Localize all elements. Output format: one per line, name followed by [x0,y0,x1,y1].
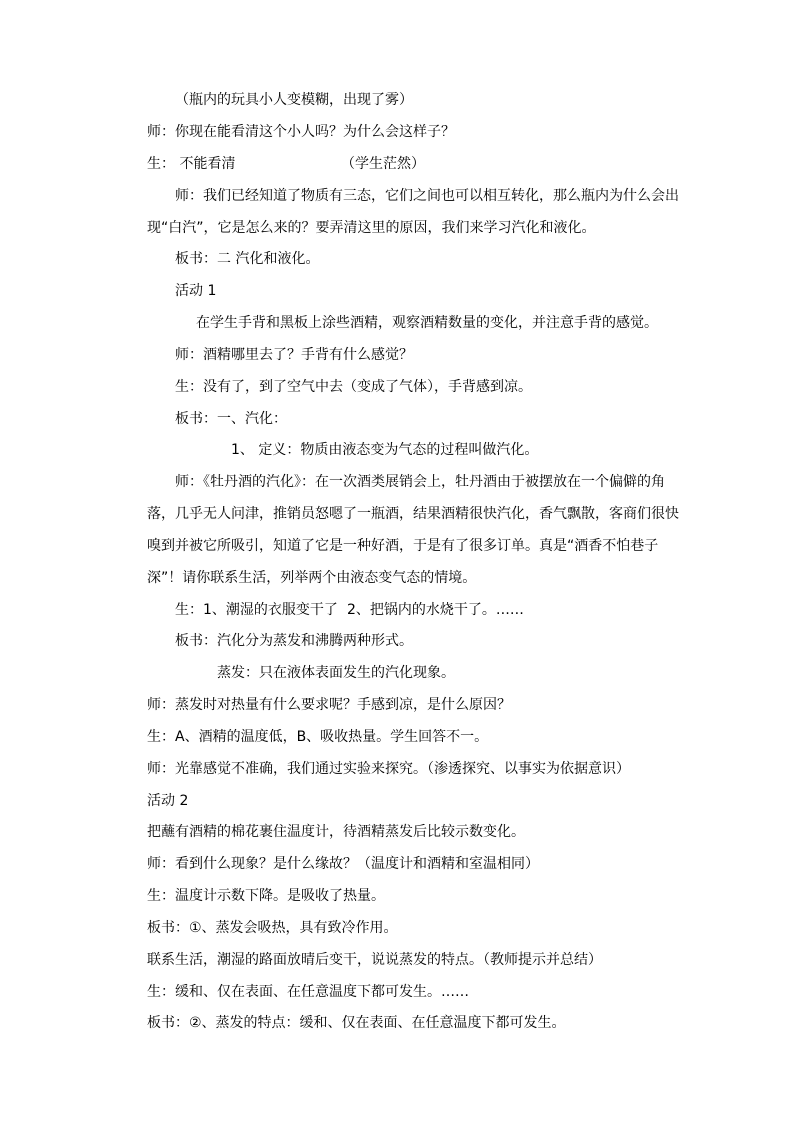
paragraph-line: 板书：汽化分为蒸发和沸腾两种形式。 [175,633,413,649]
paragraph-line: 师：我们已经知道了物质有三态，它们之间也可以相互转化，那么瓶内为什么会出 [175,188,679,204]
paragraph-line: 板书：二 汽化和液化。 [175,251,320,267]
paragraph-line: 深”！请你联系生活，列举两个由液态变气态的情境。 [147,570,477,586]
paragraph-line: 嗅到并被它所吸引，知道了它是一种好酒，于是有了很多订单。真是“酒香不怕巷子 [147,538,659,554]
paragraph-line: 落，几乎无人问津，推销员怒嗯了一瓶酒，结果酒精很快汽化，香气飘散，客商们很快 [147,506,679,522]
paragraph-line: 板书：①、蒸发会吸热，具有致冷作用。 [147,920,398,936]
paragraph-line: 师：看到什么现象？是什么缘故？（温度计和酒精和室温相同） [147,856,539,872]
paragraph-line: 师：《牡丹酒的汽化》：在一次酒类展销会上，牡丹酒由于被摆放在一个偏僻的角 [175,474,665,490]
paragraph-line: （瓶内的玩具小人变模糊，出现了雾） [175,92,413,108]
student-reaction: （学生茫然） [341,156,425,172]
section-heading: 活动 1 [175,283,217,299]
paragraph-line: 生：温度计示数下降。是吸收了热量。 [147,888,385,904]
paragraph-line: 现“白汽”，它是怎么来的？要弄清这里的原因，我们来学习汽化和液化。 [147,220,596,236]
paragraph-line: 师：蒸发时对热量有什么要求呢？手感到凉，是什么原因？ [147,697,511,713]
paragraph-line [147,155,425,173]
paragraph-line: 1、 定义：物质由液态变为气态的过程叫做汽化。 [231,442,539,458]
paragraph-line: 板书：一、汽化： [175,411,287,427]
section-heading: 活动 2 [147,793,189,809]
paragraph-line: 师：你现在能看清这个小人吗？为什么会这样子？ [147,124,455,140]
paragraph-line [175,601,524,619]
paragraph-line: 生：缓和、仅在表面、在任意温度下都可发生。…… [147,984,469,1000]
paragraph-line: 生：没有了，到了空气中去（变成了气体），手背感到凉。 [175,379,532,395]
paragraph-line: 联系生活，潮湿的路面放晴后变干，说说蒸发的特点。（教师提示并总结） [147,952,602,968]
paragraph-line: 在学生手背和黑板上涂些酒精，观察酒精数量的变化，并注意手背的感觉。 [196,315,658,331]
paragraph-line: 蒸发：只在液体表面发生的汽化现象。 [217,665,455,681]
student-answer-2: 2、把锅内的水烧干了。…… [347,602,524,618]
student-reply: 生： 不能看清 [147,156,236,172]
paragraph-line: 师：酒精哪里去了？手背有什么感觉？ [175,347,413,363]
student-answer-1: 生：1、潮湿的衣服变干了 [175,602,338,618]
paragraph-line: 师：光靠感觉不准确，我们通过实验来探究。（渗透探究、以事实为依据意识） [147,761,630,777]
paragraph-line: 板书：②、蒸发的特点：缓和、仅在表面、在任意温度下都可发生。 [147,1015,566,1031]
paragraph-line: 把蘸有酒精的棉花裹住温度计，待酒精蒸发后比较示数变化。 [147,824,525,840]
paragraph-line: 生：A、酒精的温度低，B、吸收热量。学生回答不一。 [147,729,489,745]
